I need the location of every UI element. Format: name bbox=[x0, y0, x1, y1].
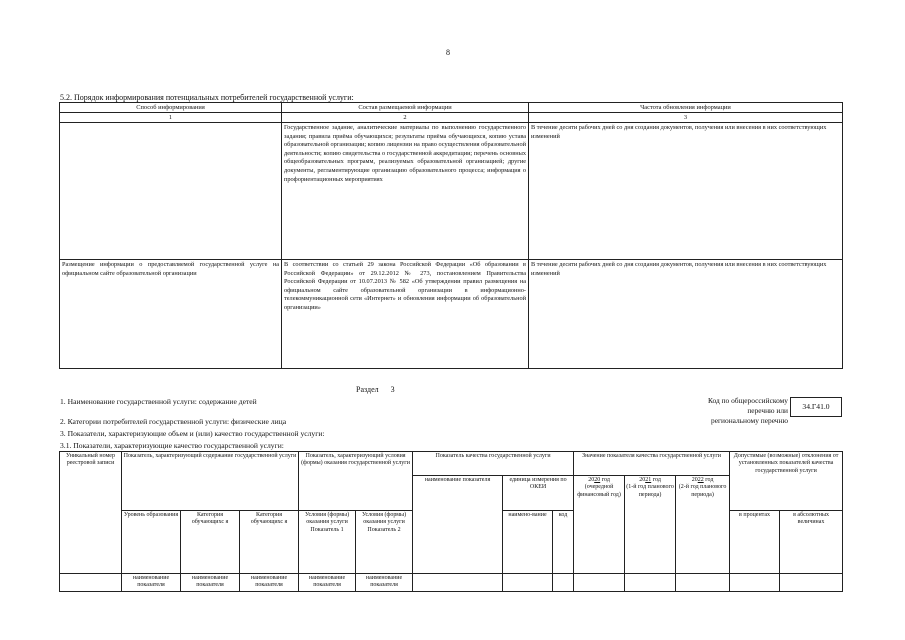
header-method: Способ информирования bbox=[60, 103, 282, 113]
sub-indicator-name: наименование показателя bbox=[181, 574, 240, 592]
student-category-header: Категория обучающихс я bbox=[240, 511, 299, 574]
unit-header: единица измерения по ОКЕИ bbox=[503, 476, 574, 511]
quality-value-header: Значение показателя качества государственной услуги bbox=[574, 452, 730, 476]
row-frequency: В течение десяти рабочих дней со дня создания документов, получения или внесения в них соответствующих изменений bbox=[529, 123, 843, 260]
deviation-absolute-header: в абсолютных величинах bbox=[780, 511, 843, 574]
deviation-header: Допустимые (возможные) отклонения от установленных показателей качества государственной услуги bbox=[730, 452, 843, 511]
section-label: Раздел bbox=[356, 385, 379, 394]
service-name: 1. Наименование государственной услуги: содержание детей bbox=[60, 397, 257, 406]
consumer-category: 2. Категории потребителей государственной услуги: физические лица bbox=[60, 417, 287, 426]
content-indicator-header: Показатель, характеризующий содержание государственной услуги bbox=[122, 452, 299, 511]
sub-indicator-name: наименование показателя bbox=[240, 574, 299, 592]
column-number: 3 bbox=[529, 113, 843, 123]
information-order-table bbox=[59, 102, 843, 369]
sub-indicator-name: наименование показателя bbox=[122, 574, 181, 592]
sub-indicator-name: наименование показателя bbox=[356, 574, 413, 592]
indicator-name-header: наименование показателя bbox=[413, 476, 503, 574]
condition-2-header: Условия (формы) оказания услуги Показатель 2 bbox=[356, 511, 413, 574]
column-number: 1 bbox=[60, 113, 282, 123]
code-label: Код по общероссийскому перечню или региональному перечню bbox=[707, 396, 788, 425]
section-heading bbox=[356, 385, 395, 394]
education-level-header: Уровень образования bbox=[122, 511, 181, 574]
sub-indicator-name: наименование показателя bbox=[299, 574, 356, 592]
unit-name-header: наимено-вание bbox=[503, 511, 553, 574]
row-content: В соответствии со статьей 29 закона Российской Федерации «Об образовании в Российской Федерации» от 29.12.2012 № 273, постановлением Правительства Российской Федерации от 10.07.2013 № 582 «Об утверждении правил размещения на официальном сайте образовательной организации в информационно-телекоммуникационной сети «Интернет» и обновления информации об образовательной организации» bbox=[282, 260, 529, 369]
section-number: 3 bbox=[390, 385, 395, 394]
header-frequency: Частота обновления информации bbox=[529, 103, 843, 113]
quality-indicator-header: Показатель качества государственной услуги bbox=[413, 452, 574, 476]
unique-number-header: Уникальный номер реестровой записи bbox=[60, 452, 122, 574]
quality-indicators-table bbox=[59, 451, 843, 592]
year-3-header: 2022 год (2-й год планового периода) bbox=[676, 476, 730, 574]
year-1-header: 2020 год (очередной финансовый год) bbox=[574, 476, 625, 574]
indicators-heading: 3. Показатели, характеризующие объем и (или) качество государственной услуги: bbox=[60, 429, 325, 438]
column-number: 2 bbox=[282, 113, 529, 123]
row-content: Государственное задание, аналитические материалы по выполнению государственного задания; правила приёма обучающихся; результаты приёма обучающихся, копию устава образовательной организации; копию лицензии на право осуществления образовательной деятельности; копию свидетельства о государственной аккредитации; перечень основных общеобразовательных программ, реализуемых образовательной организацией; другие документы, регламентирующие организацию образовательного процесса; информация о профориентационных мероприятиях bbox=[282, 123, 529, 260]
quality-indicators-heading: 3.1. Показатели, характеризующие качество государственной услуги: bbox=[60, 441, 284, 450]
row-frequency: В течение десяти рабочих дней со дня создания документов, получения или внесения в них соответствующих изменений bbox=[529, 260, 843, 369]
section-5-2-title: 5.2. Порядок информирования потенциальных потребителей государственной услуги: bbox=[60, 93, 354, 102]
registry-code: 34.Г41.0 bbox=[790, 397, 842, 417]
condition-1-header: Условия (формы) оказания услуги Показатель 1 bbox=[299, 511, 356, 574]
header-content: Состав размещаемой информации bbox=[282, 103, 529, 113]
condition-indicator-header: Показатель, характеризующий условия (формы) оказания государственной услуги bbox=[299, 452, 413, 511]
page-number: 8 bbox=[446, 48, 450, 57]
deviation-percent-header: в процентах bbox=[730, 511, 780, 574]
row-method: Размещение информации о предоставляемой государственной услуге на официальном сайте образовательной организации bbox=[60, 260, 282, 369]
unit-code-header: код bbox=[553, 511, 574, 574]
year-2-header: 2021 год (1-й год планового периода) bbox=[625, 476, 676, 574]
student-category-header: Категория обучающихс я bbox=[181, 511, 240, 574]
row-method bbox=[60, 123, 282, 260]
